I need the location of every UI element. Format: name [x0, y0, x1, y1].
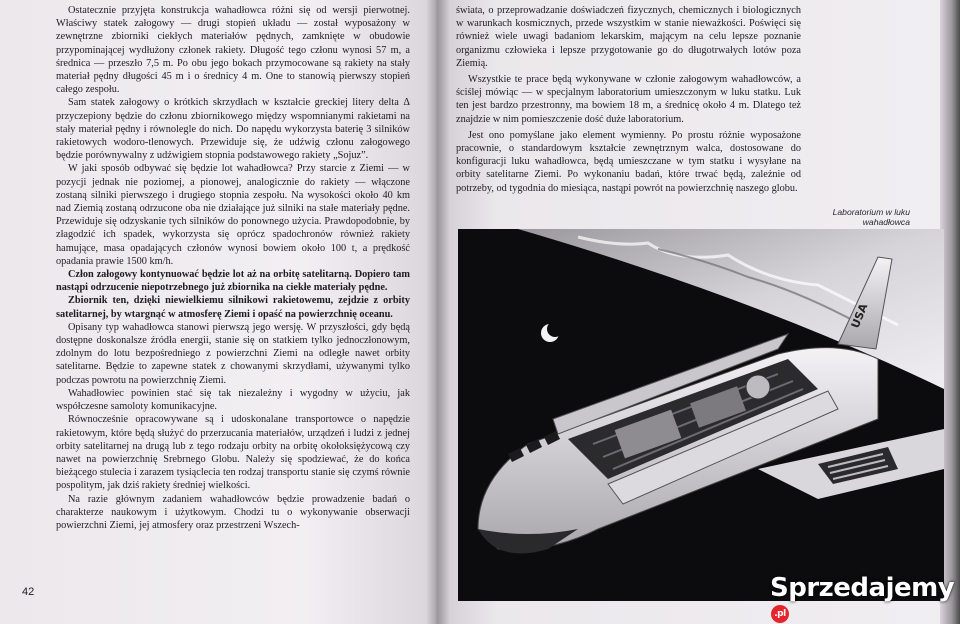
tail-lettering: USA: [848, 301, 871, 331]
paragraph: W jaki sposób odbywać się będzie lot wahadłowca? Przy starcie z Ziemi — w pozycji jednak nie poziomej, a pionowej, analogicznie do rakiety — włączone zostaną silniki pierwszego i drugiego stopnia zespołu. Na wysokości około 40 km nad Ziemią zostaną odrzucone oba nie działające już silniki na stałe materiały pędne. Przewiduje się odzyskanie tych silników do ponownego użycia. Prawdopodobnie, by złagodzić ich spadek, wykorzysta się oprócz spadochronów również rakiety hamujące, masa opadających członów wynosi bowiem około 100 t, a prędkość opadania prawie 1500 km/h.: [56, 163, 410, 267]
watermark-logo: [770, 573, 960, 624]
paragraph: Wahadłowiec powinien stać się tak niezależny i wygodny w użyciu, jak współczesne samoloty komunikacyjne.: [56, 387, 410, 413]
paragraph: Sam statek załogowy o krótkich skrzydłach w kształcie greckiej litery delta Δ przyczepiony będzie do członu zbiornikowego między wspomnianymi rakietami na stały materiał pędny i równolegle do nich. Do napędu wykorzysta baterię 3 silników rakietowych wodoro-tlenowych. Przewiduje się, że udźwig członu załogowego będzie porównywalny z udźwigiem stopnia podstawowego rakiety „Sojuz”.: [56, 97, 410, 162]
paragraph: Zbiornik ten, dzięki niewielkiemu silnikowi rakietowemu, zejdzie z orbity satelitarnej, by wtargnąć w atmosferę Ziemi i opaść na powierzchnię oceanu.: [56, 295, 410, 320]
right-text-column: [456, 4, 801, 198]
watermark-badge: .pl: [771, 605, 789, 623]
figure-caption: Laboratorium w luku wahadłowca: [832, 207, 910, 227]
left-text-column: [56, 4, 410, 532]
book-gutter: [426, 0, 450, 624]
paragraph: Opisany typ wahadłowca stanowi pierwszą jego wersję. W przyszłości, gdy będą dostępne doskonalsze źródła energii, stanie się on statkiem tylko jednoczłonowym, zdolnym do lotu bezpośredniego z powierzchni Ziemi na odległe nawet orbity satelitarne. Będzie to zapewne statek z chowanymi skrzydłami, używanymi tylko podczas powrotu na powierzchnię Ziemi.: [56, 321, 410, 386]
shuttle-drawing: [458, 229, 944, 601]
space-shuttle-illustration: [458, 229, 944, 601]
paragraph: Na razie głównym zadaniem wahadłowców będzie prowadzenie badań o charakterze naukowym i użytkowym. Chodzi tu o wykonywanie obserwacji powierzchni Ziemi, jej atmosfery oraz przestrzeni Wszech-: [56, 493, 410, 531]
paragraph: Ostatecznie przyjęta konstrukcja wahadłowca różni się od wersji pierwotnej. Właściwy statek załogowy — drugi stopień układu — został wyposażony w zewnętrzne zbiorniki ciekłych materiałów pędnych, zamknięte w obudowie przypominającej wydłużony członek rakiety. Długość tego członu wynosi 57 m, a średnica — przeszło 7,5 m. Po obu jego bokach przymocowane są rakiety na stały materiał pędny długości 45 m i o średnicy 4 m. One to stanowią pierwszy stopień całego zespołu.: [56, 5, 410, 96]
paragraph: Jest ono pomyślane jako element wymienny. Po prostu różnie wyposażone pracownie, o standardowym kształcie zewnętrznym walca, dostosowane do konfiguracji luku wahadłowca, będą umieszczane w tym statku i wysyłane na orbity satelitarne Ziemi. Po wykonaniu badań, które trwać będą, zależnie od potrzeby, od tygodnia do miesiąca, nastąpi powrót na powierzchnię naszego globu.: [456, 129, 801, 194]
paragraph: Wszystkie te prace będą wykonywane w członie załogowym wahadłowców, a ściślej mówiąc — w specjalnym laboratorium umieszczonym w luku statku. Luk ten jest bardzo przestronny, ma bowiem 18 m, a średnicę około 4 m. Dlatego też znajdzie w nim pomieszczenie dość duże laboratorium.: [456, 74, 801, 125]
watermark-text: Sprzedajemy: [770, 573, 955, 603]
paragraph: Równocześnie opracowywane są i udoskonalane transportowce o napędzie rakietowym, które będą służyć do przerzucania materiałów, urządzeń i ludzi z jednej orbity satelitarnej na drugą lub z tego rodzaju orbity na orbitę okołoksiężycową czy nawet na powierzchnię Srebrnego Globu. Należy się spodziewać, że do końca bieżącego stulecia i zarazem tysiąclecia ten rodzaj transportu stanie się czymś równie pospolitym, jak dziś rakiety średniej wielkości.: [56, 414, 410, 492]
paragraph: świata, o przeprowadzanie doświadczeń fizycznych, chemicznych i biologicznych w warunkach kosmicznych, przede wszystkim w stanie nieważkości. Poświęci się również wiele uwagi badaniom lekarskim, mającym na celu lepsze poznanie organizmu człowieka i lepsze przygotowanie go do długotrwałych lotów poza Ziemią.: [456, 5, 801, 69]
paragraph: Człon załogowy kontynuować będzie lot aż na orbitę satelitarną. Dopiero tam nastąpi odrzucenie niepotrzebnego już zbiornika na ciekłe materiały pędne.: [56, 269, 410, 294]
page-number: 42: [22, 586, 35, 598]
